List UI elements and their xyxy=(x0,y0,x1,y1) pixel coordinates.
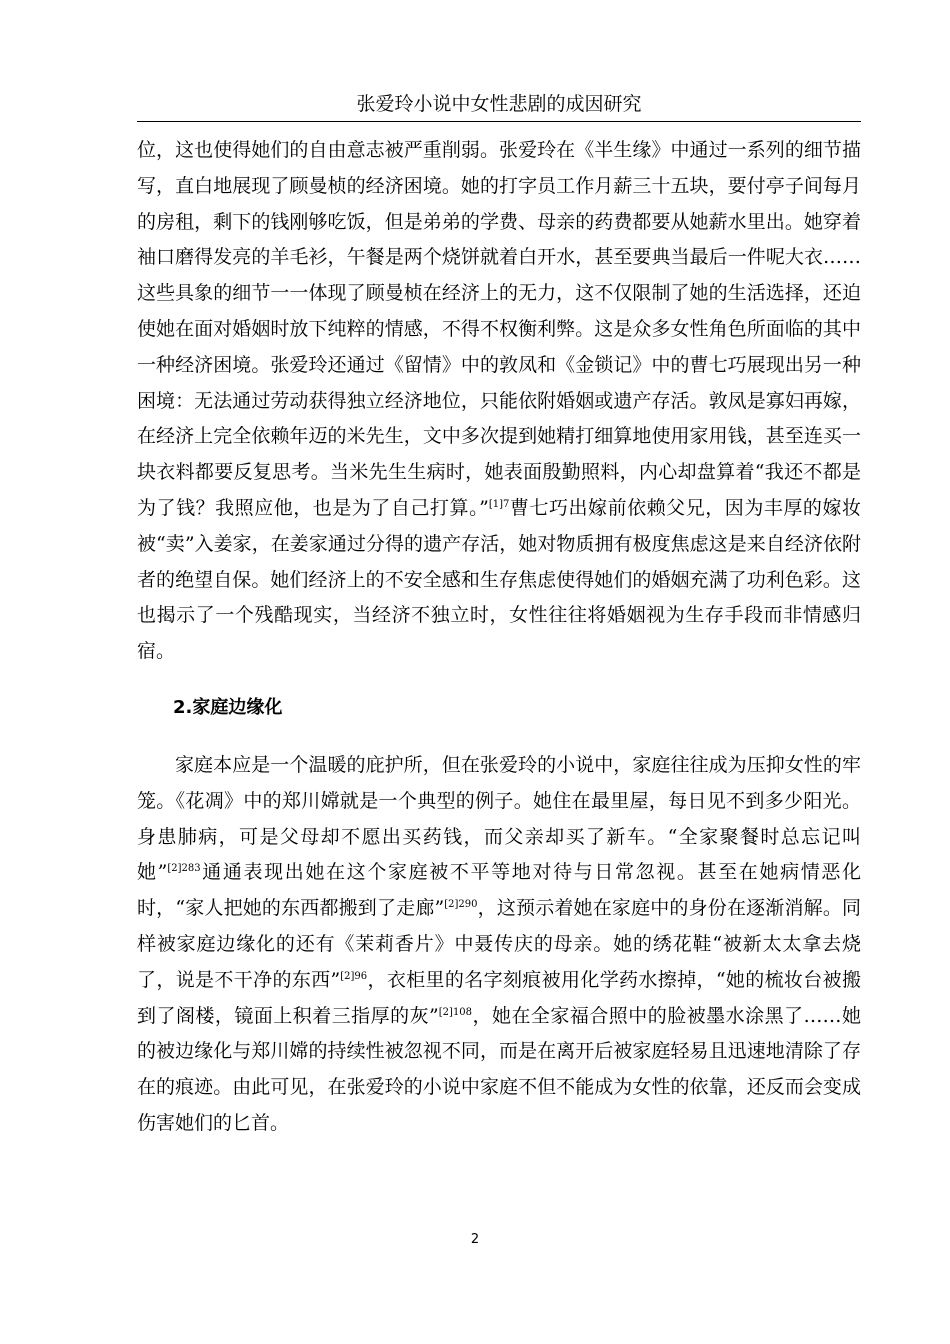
section-heading: 2.家庭边缘化 xyxy=(173,696,283,718)
running-header: 张爱玲小说中女性悲剧的成因研究 xyxy=(356,93,642,115)
citation-superscript: [2]290 xyxy=(444,899,478,911)
citation-superscript: [2]283 xyxy=(167,863,201,875)
paragraph-text: ，衣柜里的名字刻痕被用化学药水擦掉，“她的梳妆台被搬到了阁楼，镜面上积着三指厚的灰” xyxy=(137,968,861,1027)
page-number: 2 xyxy=(470,1232,480,1247)
paragraph-text: 曹七巧出嫁前依赖父兄，因为丰厚的嫁妆被“卖”入姜家，在姜家通过分得的遗产存活，她对物质拥有极度焦虑这是来自经济依附者的绝望自保。她们经济上的不安全感和生存焦虑使得她们的婚姻充满了功利色彩。这也揭示了一个残酷现实，当经济不独立时，女性往往将婚姻视为生存手段而非情感归宿。 xyxy=(137,496,861,663)
body-paragraph-1 xyxy=(137,133,861,670)
citation-superscript: [2]96 xyxy=(340,970,368,982)
paragraph-text: ，这预示着她在家庭中的身份在逐渐消解。同样被家庭边缘化的还有《茉莉香片》中聂传庆的母亲。她的绣花鞋“被新太太拿去烧了，说是不干净的东西” xyxy=(137,897,861,991)
document-body xyxy=(137,133,861,1142)
paragraph-text: ，她在全家福合照中的脸被墨水涂黑了……她的被边缘化与郑川嫦的持续性被忽视不同，而是在离开后被家庭轻易且迅速地清除了存在的痕迹。由此可见，在张爱玲的小说中家庭不但不能成为女性的依靠，还反而会变成伤害她们的匕首。 xyxy=(137,1004,861,1134)
citation-superscript: [2]108 xyxy=(438,1006,473,1018)
body-paragraph-2 xyxy=(137,748,861,1142)
paragraph-text: 位，这也使得她们的自由意志被严重削弱。张爱玲在《半生缘》中通过一系列的细节描写，直白地展现了顾曼桢的经济困境。她的打字员工作月薪三十五块，要付亭子间每月的房租，剩下的钱刚够吃饭，但是弟弟的学费、母亲的药费都要从她薪水里出。她穿着袖口磨得发亮的羊毛衫，午餐是两个烧饼就着白开水，甚至要典当最后一件呢大衣……这些具象的细节一一体现了顾曼桢在经济上的无力，这不仅限制了她的生活选择，还迫使她在面对婚姻时放下纯粹的情感，不得不权衡利弊。这是众多女性角色所面临的其中一种经济困境。张爱玲还通过《留情》中的敦凤和《金锁记》中的曹七巧展现出另一种困境：无法通过劳动获得独立经济地位，只能依附婚姻或遗产存活。敦凤是寡妇再嫁，在经济上完全依赖年迈的米先生，文中多次提到她精打细算地使用家用钱，甚至连买一块衣料都要反复思考。当米先生生病时，她表面殷勤照料，内心却盘算着“我还不都是为了钱？我照应他，也是为了自己打算。” xyxy=(137,139,861,519)
paragraph-text: 家庭本应是一个温暖的庇护所，但在张爱玲的小说中，家庭往往成为压抑女性的牢笼。《花凋》中的郑川嫦就是一个典型的例子。她住在最里屋，每日见不到多少阳光。身患肺病，可是父母却不愿出买药钱，而父亲却买了新车。“全家聚餐时总忘记叫她” xyxy=(137,753,861,884)
citation-superscript: [1]7 xyxy=(488,498,510,510)
paragraph-text: 通通表现出她在这个家庭被不平等地对待与日常忽视。甚至在她病情恶化时，“家人把她的东西都搬到了走廊” xyxy=(137,861,861,920)
header-rule xyxy=(137,121,861,122)
